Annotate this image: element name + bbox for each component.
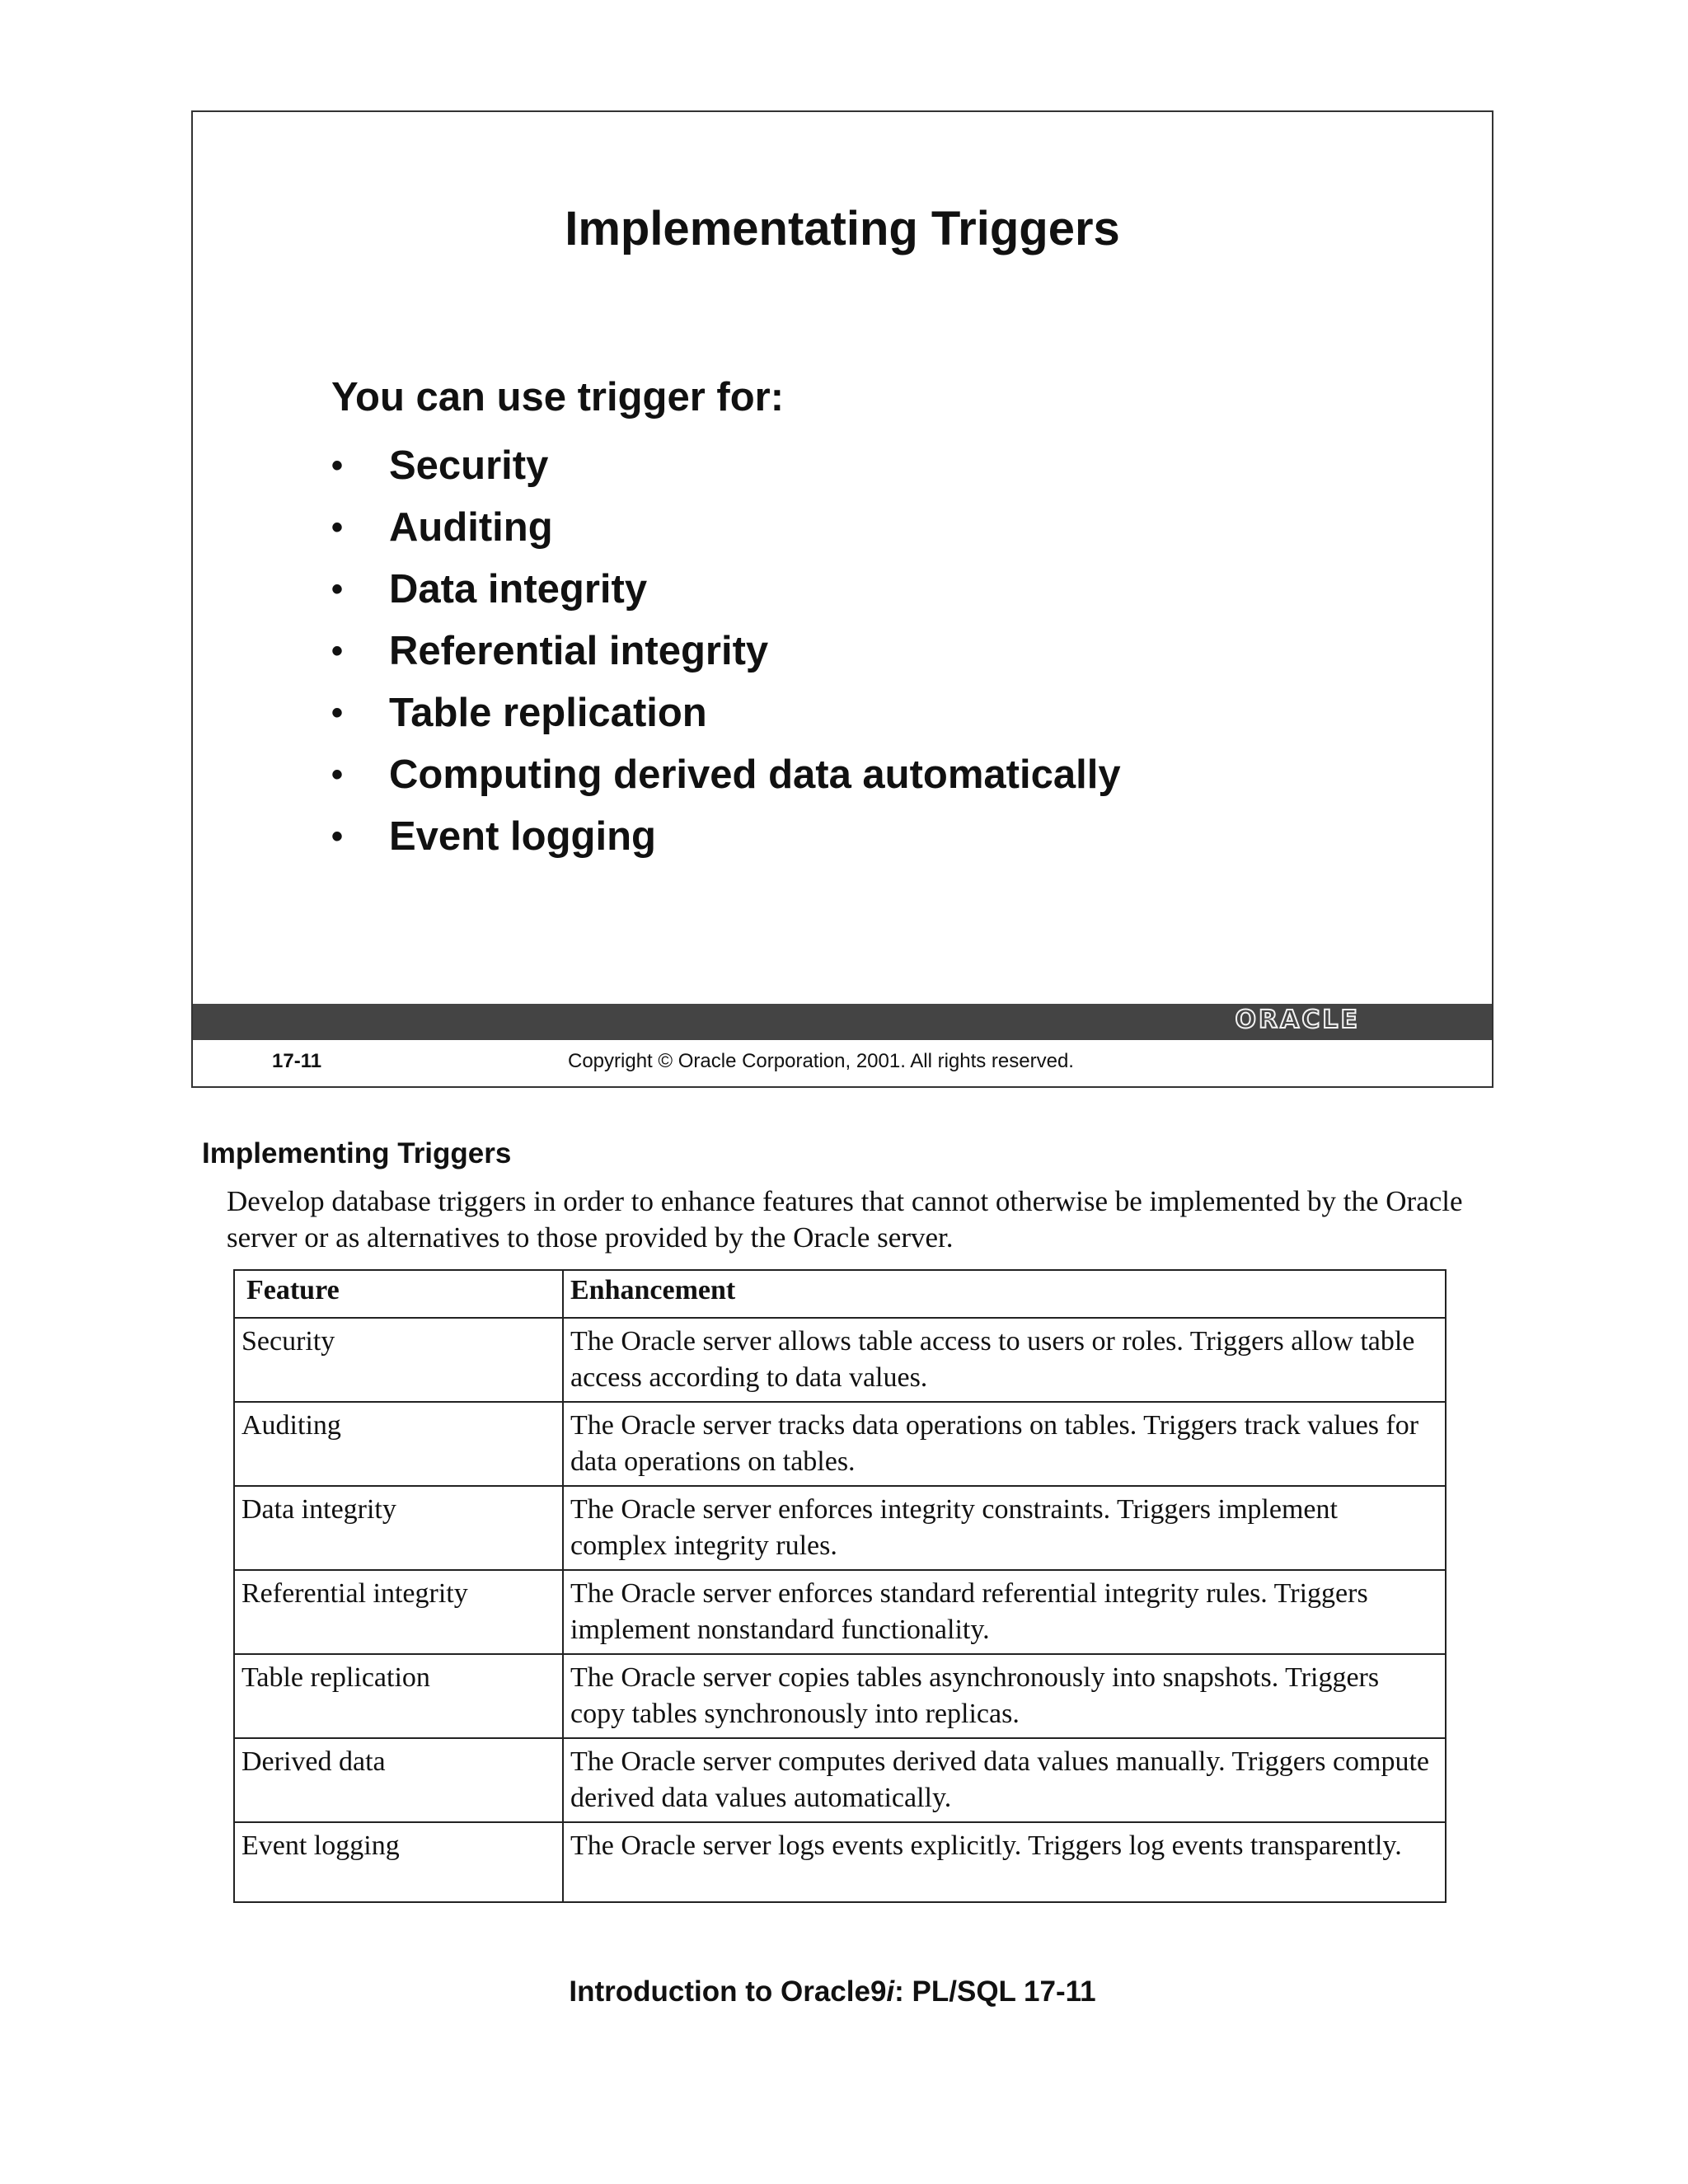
feature-cell: Table replication (234, 1654, 563, 1738)
bullet-item (331, 806, 1121, 868)
enhancement-cell: The Oracle server tracks data operations on tables. Triggers track values for data operations on tables. (563, 1402, 1446, 1486)
bullet-item (331, 497, 1121, 559)
column-header-enhancement: Enhancement (563, 1270, 1446, 1318)
feature-cell: Event logging (234, 1822, 563, 1902)
table-row (234, 1486, 1446, 1570)
enhancement-cell: The Oracle server logs events explicitly. Triggers log events transparently. (563, 1822, 1446, 1902)
table-header-row (234, 1270, 1446, 1318)
footer-suffix: : PL/SQL 17-11 (894, 1975, 1096, 2008)
slide-frame (191, 110, 1493, 1088)
copyright-notice: Copyright © Oracle Corporation, 2001. All rights reserved. (568, 1050, 1074, 1072)
slide-title: Implementating Triggers (565, 202, 1120, 255)
notes-paragraph: Develop database triggers in order to enhance features that cannot otherwise be implemented by the Oracle server or as alternatives to those provided by the Oracle server. (227, 1185, 1463, 1254)
table-row (234, 1822, 1446, 1902)
enhancement-cell: The Oracle server computes derived data values manually. Triggers compute derived data values automatically. (563, 1738, 1446, 1822)
bullet-text: Event logging (389, 814, 656, 859)
feature-cell: Security (234, 1318, 563, 1402)
bullet-dot-icon: • (331, 633, 344, 669)
table-row (234, 1402, 1446, 1486)
column-header-feature: Feature (234, 1270, 563, 1318)
bullet-dot-icon: • (331, 818, 344, 855)
bullet-dot-icon: • (331, 509, 344, 546)
feature-table (233, 1269, 1447, 1903)
feature-cell: Auditing (234, 1402, 563, 1486)
bullet-text: Auditing (389, 505, 553, 550)
enhancement-cell: The Oracle server copies tables asynchronously into snapshots. Triggers copy tables synchronously into replicas. (563, 1654, 1446, 1738)
oracle-logo: ORACLE (1235, 1005, 1360, 1034)
bullet-dot-icon: • (331, 757, 344, 793)
table-row (234, 1738, 1446, 1822)
bullet-text: Computing derived data automatically (389, 752, 1121, 797)
table-row (234, 1318, 1446, 1402)
bullet-dot-icon: • (331, 695, 344, 731)
slide-intro: You can use trigger for: (331, 375, 785, 419)
bullet-text: Data integrity (389, 567, 648, 612)
feature-cell: Referential integrity (234, 1570, 563, 1654)
bullet-item (331, 621, 1121, 682)
bullet-item (331, 744, 1121, 806)
slide-number: 17-11 (272, 1050, 322, 1072)
enhancement-cell: The Oracle server enforces standard referential integrity rules. Triggers implement nonstandard functionality. (563, 1570, 1446, 1654)
slide-bullet-list (331, 435, 1121, 868)
bullet-dot-icon: • (331, 448, 344, 484)
bullet-item (331, 682, 1121, 744)
table-row (234, 1654, 1446, 1738)
bullet-text: Security (389, 443, 549, 488)
enhancement-cell: The Oracle server allows table access to users or roles. Triggers allow table access according to data values. (563, 1318, 1446, 1402)
bullet-dot-icon: • (331, 571, 344, 607)
bullet-item (331, 559, 1121, 621)
page-footer (0, 1975, 1665, 2008)
notes-heading: Implementing Triggers (202, 1137, 512, 1169)
enhancement-cell: The Oracle server enforces integrity constraints. Triggers implement complex integrity rules. (563, 1486, 1446, 1570)
table-row (234, 1570, 1446, 1654)
oracle-footer-bar (193, 1004, 1492, 1040)
bullet-text: Table replication (389, 691, 707, 735)
footer-prefix: Introduction to Oracle9 (569, 1975, 887, 2008)
footer-italic: i (886, 1975, 895, 2008)
bullet-item (331, 435, 1121, 497)
feature-cell: Derived data (234, 1738, 563, 1822)
feature-cell: Data integrity (234, 1486, 563, 1570)
bullet-text: Referential integrity (389, 629, 769, 673)
